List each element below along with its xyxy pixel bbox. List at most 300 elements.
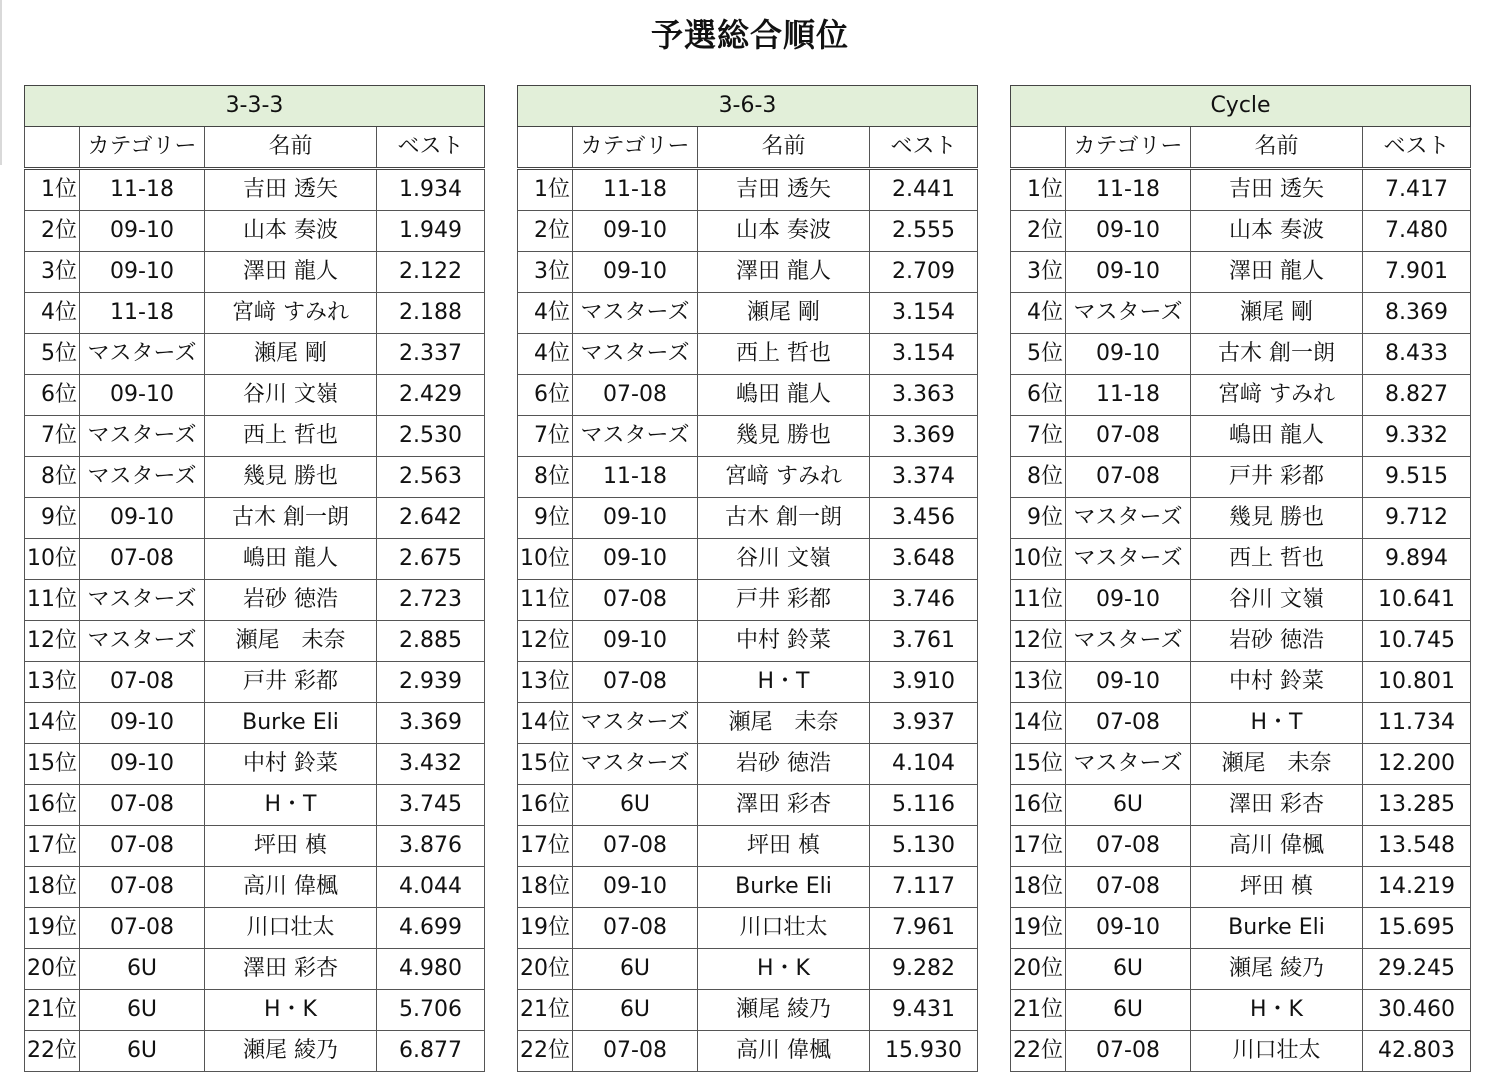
cat-cell: 09-10 bbox=[1066, 908, 1191, 949]
best-cell: 4.699 bbox=[377, 908, 485, 949]
name-cell: 澤田 彩杏 bbox=[205, 949, 377, 990]
name-cell: 岩砂 徳浩 bbox=[698, 744, 870, 785]
cat-cell: 07-08 bbox=[573, 580, 698, 621]
cat-cell: 07-08 bbox=[573, 908, 698, 949]
table-row bbox=[25, 334, 485, 375]
table-row bbox=[518, 539, 978, 580]
rank-cell: 6位 bbox=[1011, 375, 1066, 416]
best-cell: 3.369 bbox=[377, 703, 485, 744]
cat-cell: 6U bbox=[573, 949, 698, 990]
best-cell: 11.734 bbox=[1363, 703, 1471, 744]
best-cell: 9.332 bbox=[1363, 416, 1471, 457]
rank-cell: 15位 bbox=[25, 744, 80, 785]
ranking-table-3-6-3 bbox=[517, 85, 978, 1072]
cat-cell: マスターズ bbox=[573, 416, 698, 457]
name-cell: 幾見 勝也 bbox=[698, 416, 870, 457]
name-cell: 瀬尾 綾乃 bbox=[698, 990, 870, 1031]
table-row bbox=[25, 662, 485, 703]
table-row bbox=[25, 252, 485, 293]
best-cell: 3.761 bbox=[870, 621, 978, 662]
rank-cell: 4位 bbox=[1011, 293, 1066, 334]
name-cell: 中村 鈴菜 bbox=[1191, 662, 1363, 703]
table-row bbox=[1011, 169, 1471, 211]
table-row bbox=[1011, 949, 1471, 990]
name-cell: 幾見 勝也 bbox=[1191, 498, 1363, 539]
rank-cell: 11位 bbox=[518, 580, 573, 621]
rank-cell: 21位 bbox=[1011, 990, 1066, 1031]
table-row bbox=[518, 457, 978, 498]
rank-cell: 9位 bbox=[518, 498, 573, 539]
name-cell: 宮﨑 すみれ bbox=[1191, 375, 1363, 416]
rank-cell: 10位 bbox=[25, 539, 80, 580]
rank-cell: 22位 bbox=[518, 1031, 573, 1072]
name-cell: 高川 偉楓 bbox=[1191, 826, 1363, 867]
table-row bbox=[1011, 662, 1471, 703]
table-row bbox=[25, 1031, 485, 1072]
name-cell: 瀬尾 綾乃 bbox=[205, 1031, 377, 1072]
cat-cell: マスターズ bbox=[1066, 498, 1191, 539]
cat-cell: 07-08 bbox=[1066, 416, 1191, 457]
best-cell: 2.885 bbox=[377, 621, 485, 662]
best-cell: 2.939 bbox=[377, 662, 485, 703]
cat-cell: マスターズ bbox=[573, 703, 698, 744]
best-cell: 14.219 bbox=[1363, 867, 1471, 908]
rank-cell: 21位 bbox=[518, 990, 573, 1031]
best-cell: 9.515 bbox=[1363, 457, 1471, 498]
cat-cell: マスターズ bbox=[80, 416, 205, 457]
cat-cell: 09-10 bbox=[573, 621, 698, 662]
rank-cell: 8位 bbox=[25, 457, 80, 498]
best-cell: 3.369 bbox=[870, 416, 978, 457]
best-cell: 10.801 bbox=[1363, 662, 1471, 703]
cat-cell: 6U bbox=[1066, 785, 1191, 826]
cat-cell: 07-08 bbox=[1066, 867, 1191, 908]
best-cell: 13.285 bbox=[1363, 785, 1471, 826]
cat-cell: 07-08 bbox=[1066, 1031, 1191, 1072]
best-cell: 2.563 bbox=[377, 457, 485, 498]
rank-cell: 15位 bbox=[518, 744, 573, 785]
best-cell: 5.130 bbox=[870, 826, 978, 867]
rank-cell: 3位 bbox=[1011, 252, 1066, 293]
table-row bbox=[25, 580, 485, 621]
rank-cell: 4位 bbox=[25, 293, 80, 334]
best-cell: 3.363 bbox=[870, 375, 978, 416]
table-row bbox=[1011, 826, 1471, 867]
table-row bbox=[518, 580, 978, 621]
rank-cell: 1位 bbox=[25, 169, 80, 211]
best-cell: 7.901 bbox=[1363, 252, 1471, 293]
cat-cell: 09-10 bbox=[1066, 211, 1191, 252]
best-cell: 2.642 bbox=[377, 498, 485, 539]
cat-cell: 09-10 bbox=[80, 252, 205, 293]
event-title: Cycle bbox=[1011, 86, 1471, 127]
name-cell: 瀬尾 未奈 bbox=[1191, 744, 1363, 785]
rank-cell: 18位 bbox=[518, 867, 573, 908]
rank-cell: 8位 bbox=[1011, 457, 1066, 498]
best-cell: 2.441 bbox=[870, 169, 978, 211]
name-header: 名前 bbox=[698, 127, 870, 169]
name-cell: H・K bbox=[698, 949, 870, 990]
rank-header bbox=[25, 127, 80, 169]
best-cell: 3.432 bbox=[377, 744, 485, 785]
name-cell: Burke Eli bbox=[698, 867, 870, 908]
table-row bbox=[1011, 252, 1471, 293]
best-cell: 3.154 bbox=[870, 293, 978, 334]
ranking-table-cycle bbox=[1010, 85, 1471, 1072]
cat-cell: マスターズ bbox=[80, 334, 205, 375]
rank-cell: 2位 bbox=[1011, 211, 1066, 252]
rank-cell: 14位 bbox=[518, 703, 573, 744]
rank-cell: 19位 bbox=[1011, 908, 1066, 949]
cat-cell: 11-18 bbox=[1066, 375, 1191, 416]
table-row bbox=[518, 949, 978, 990]
rank-cell: 17位 bbox=[25, 826, 80, 867]
cat-cell: 09-10 bbox=[573, 498, 698, 539]
table-row bbox=[25, 293, 485, 334]
table-row bbox=[25, 908, 485, 949]
name-cell: 谷川 文嶺 bbox=[1191, 580, 1363, 621]
best-cell: 2.530 bbox=[377, 416, 485, 457]
rank-cell: 5位 bbox=[1011, 334, 1066, 375]
rank-cell: 7位 bbox=[1011, 416, 1066, 457]
table-row bbox=[518, 1031, 978, 1072]
rank-cell: 4位 bbox=[518, 334, 573, 375]
rank-cell: 14位 bbox=[1011, 703, 1066, 744]
cat-cell: 09-10 bbox=[80, 703, 205, 744]
cat-cell: 07-08 bbox=[80, 785, 205, 826]
name-cell: 吉田 透矢 bbox=[205, 169, 377, 211]
table-row bbox=[1011, 334, 1471, 375]
rank-cell: 2位 bbox=[518, 211, 573, 252]
table-row bbox=[1011, 293, 1471, 334]
rank-cell: 12位 bbox=[1011, 621, 1066, 662]
best-cell: 3.374 bbox=[870, 457, 978, 498]
cat-cell: 07-08 bbox=[1066, 826, 1191, 867]
best-cell: 3.746 bbox=[870, 580, 978, 621]
rank-cell: 16位 bbox=[1011, 785, 1066, 826]
table-row bbox=[518, 252, 978, 293]
cat-cell: マスターズ bbox=[1066, 539, 1191, 580]
cat-cell: マスターズ bbox=[80, 457, 205, 498]
cat-cell: 09-10 bbox=[1066, 252, 1191, 293]
name-cell: 幾見 勝也 bbox=[205, 457, 377, 498]
name-cell: 古木 創一朗 bbox=[1191, 334, 1363, 375]
name-cell: 戸井 彩都 bbox=[205, 662, 377, 703]
event-title: 3-6-3 bbox=[518, 86, 978, 127]
table-row bbox=[1011, 539, 1471, 580]
table-row bbox=[518, 498, 978, 539]
rank-cell: 7位 bbox=[518, 416, 573, 457]
table-row bbox=[1011, 621, 1471, 662]
rank-cell: 1位 bbox=[1011, 169, 1066, 211]
rank-cell: 9位 bbox=[25, 498, 80, 539]
cat-cell: マスターズ bbox=[573, 744, 698, 785]
table-row bbox=[25, 949, 485, 990]
best-cell: 1.934 bbox=[377, 169, 485, 211]
name-header: 名前 bbox=[1191, 127, 1363, 169]
best-cell: 13.548 bbox=[1363, 826, 1471, 867]
rank-cell: 3位 bbox=[25, 252, 80, 293]
table-row bbox=[518, 908, 978, 949]
cat-cell: 6U bbox=[573, 990, 698, 1031]
cat-cell: 09-10 bbox=[573, 539, 698, 580]
table-row bbox=[25, 826, 485, 867]
best-cell: 9.712 bbox=[1363, 498, 1471, 539]
rank-cell: 11位 bbox=[25, 580, 80, 621]
name-cell: 山本 奏波 bbox=[205, 211, 377, 252]
table-row bbox=[1011, 375, 1471, 416]
rank-cell: 6位 bbox=[25, 375, 80, 416]
table-row bbox=[518, 375, 978, 416]
rank-cell: 17位 bbox=[518, 826, 573, 867]
best-cell: 2.429 bbox=[377, 375, 485, 416]
name-cell: 澤田 龍人 bbox=[698, 252, 870, 293]
table-row bbox=[25, 990, 485, 1031]
table-row bbox=[518, 621, 978, 662]
cat-cell: 07-08 bbox=[573, 826, 698, 867]
cat-cell: マスターズ bbox=[80, 621, 205, 662]
table-row bbox=[518, 416, 978, 457]
rank-cell: 10位 bbox=[1011, 539, 1066, 580]
cat-cell: 07-08 bbox=[573, 662, 698, 703]
name-cell: 宮﨑 すみれ bbox=[698, 457, 870, 498]
table-row bbox=[518, 990, 978, 1031]
best-cell: 5.116 bbox=[870, 785, 978, 826]
rank-cell: 1位 bbox=[518, 169, 573, 211]
name-cell: 吉田 透矢 bbox=[698, 169, 870, 211]
best-cell: 7.117 bbox=[870, 867, 978, 908]
name-cell: 谷川 文嶺 bbox=[205, 375, 377, 416]
best-cell: 30.460 bbox=[1363, 990, 1471, 1031]
best-cell: 2.337 bbox=[377, 334, 485, 375]
name-cell: H・T bbox=[698, 662, 870, 703]
table-row bbox=[1011, 908, 1471, 949]
table-row bbox=[1011, 211, 1471, 252]
name-cell: 坪田 槙 bbox=[205, 826, 377, 867]
cat-cell: 07-08 bbox=[80, 826, 205, 867]
category-header: カテゴリー bbox=[1066, 127, 1191, 169]
best-cell: 9.894 bbox=[1363, 539, 1471, 580]
rank-cell: 12位 bbox=[518, 621, 573, 662]
best-cell: 7.417 bbox=[1363, 169, 1471, 211]
rank-cell: 13位 bbox=[518, 662, 573, 703]
name-cell: 瀬尾 未奈 bbox=[698, 703, 870, 744]
best-cell: 9.282 bbox=[870, 949, 978, 990]
rank-cell: 17位 bbox=[1011, 826, 1066, 867]
table-row bbox=[1011, 990, 1471, 1031]
cat-cell: 09-10 bbox=[1066, 334, 1191, 375]
best-cell: 10.745 bbox=[1363, 621, 1471, 662]
rank-cell: 14位 bbox=[25, 703, 80, 744]
cat-cell: 07-08 bbox=[80, 662, 205, 703]
cat-cell: 07-08 bbox=[80, 908, 205, 949]
rank-cell: 21位 bbox=[25, 990, 80, 1031]
rank-header bbox=[1011, 127, 1066, 169]
table-row bbox=[25, 867, 485, 908]
name-cell: H・K bbox=[1191, 990, 1363, 1031]
cat-cell: 07-08 bbox=[573, 375, 698, 416]
name-cell: 坪田 槙 bbox=[1191, 867, 1363, 908]
category-header: カテゴリー bbox=[573, 127, 698, 169]
best-cell: 10.641 bbox=[1363, 580, 1471, 621]
cat-cell: マスターズ bbox=[573, 334, 698, 375]
cat-cell: マスターズ bbox=[573, 293, 698, 334]
cat-cell: 6U bbox=[80, 1031, 205, 1072]
rank-cell: 22位 bbox=[25, 1031, 80, 1072]
cat-cell: マスターズ bbox=[1066, 293, 1191, 334]
name-cell: 西上 哲也 bbox=[205, 416, 377, 457]
cat-cell: 07-08 bbox=[80, 867, 205, 908]
best-cell: 3.648 bbox=[870, 539, 978, 580]
cat-cell: 09-10 bbox=[80, 375, 205, 416]
rank-cell: 19位 bbox=[25, 908, 80, 949]
name-cell: 戸井 彩都 bbox=[1191, 457, 1363, 498]
name-cell: 嶋田 龍人 bbox=[205, 539, 377, 580]
name-cell: H・K bbox=[205, 990, 377, 1031]
name-cell: 西上 哲也 bbox=[698, 334, 870, 375]
name-cell: 川口壮太 bbox=[1191, 1031, 1363, 1072]
best-cell: 2.709 bbox=[870, 252, 978, 293]
table-row bbox=[518, 211, 978, 252]
best-cell: 3.745 bbox=[377, 785, 485, 826]
best-cell: 6.877 bbox=[377, 1031, 485, 1072]
name-cell: 高川 偉楓 bbox=[205, 867, 377, 908]
rank-cell: 22位 bbox=[1011, 1031, 1066, 1072]
name-cell: 山本 奏波 bbox=[1191, 211, 1363, 252]
name-cell: H・T bbox=[205, 785, 377, 826]
best-cell: 3.910 bbox=[870, 662, 978, 703]
cat-cell: 07-08 bbox=[1066, 703, 1191, 744]
name-cell: 澤田 彩杏 bbox=[698, 785, 870, 826]
table-row bbox=[518, 703, 978, 744]
name-cell: 澤田 龍人 bbox=[205, 252, 377, 293]
name-cell: 高川 偉楓 bbox=[698, 1031, 870, 1072]
name-cell: 戸井 彩都 bbox=[698, 580, 870, 621]
cat-cell: 07-08 bbox=[573, 1031, 698, 1072]
table-row bbox=[25, 169, 485, 211]
name-cell: 瀬尾 剛 bbox=[205, 334, 377, 375]
name-cell: 山本 奏波 bbox=[698, 211, 870, 252]
name-cell: 川口壮太 bbox=[698, 908, 870, 949]
rank-cell: 15位 bbox=[1011, 744, 1066, 785]
rank-cell: 19位 bbox=[518, 908, 573, 949]
cat-cell: マスターズ bbox=[80, 580, 205, 621]
best-cell: 29.245 bbox=[1363, 949, 1471, 990]
best-cell: 4.044 bbox=[377, 867, 485, 908]
cat-cell: 11-18 bbox=[80, 293, 205, 334]
event-title: 3-3-3 bbox=[25, 86, 485, 127]
table-row bbox=[25, 703, 485, 744]
rank-cell: 9位 bbox=[1011, 498, 1066, 539]
best-header: ベスト bbox=[1363, 127, 1471, 169]
cat-cell: 09-10 bbox=[1066, 662, 1191, 703]
rank-cell: 2位 bbox=[25, 211, 80, 252]
name-cell: 瀬尾 綾乃 bbox=[1191, 949, 1363, 990]
name-cell: 嶋田 龍人 bbox=[1191, 416, 1363, 457]
name-cell: 西上 哲也 bbox=[1191, 539, 1363, 580]
table-row bbox=[518, 293, 978, 334]
table-row bbox=[1011, 1031, 1471, 1072]
best-cell: 1.949 bbox=[377, 211, 485, 252]
best-cell: 2.122 bbox=[377, 252, 485, 293]
table-row bbox=[518, 169, 978, 211]
cat-cell: 09-10 bbox=[80, 211, 205, 252]
table-row bbox=[25, 621, 485, 662]
name-header: 名前 bbox=[205, 127, 377, 169]
cat-cell: 09-10 bbox=[80, 744, 205, 785]
cat-cell: 09-10 bbox=[573, 211, 698, 252]
best-cell: 42.803 bbox=[1363, 1031, 1471, 1072]
rank-cell: 20位 bbox=[518, 949, 573, 990]
table-row bbox=[25, 785, 485, 826]
rank-cell: 4位 bbox=[518, 293, 573, 334]
best-header: ベスト bbox=[377, 127, 485, 169]
name-cell: 吉田 透矢 bbox=[1191, 169, 1363, 211]
rank-header bbox=[518, 127, 573, 169]
best-cell: 7.480 bbox=[1363, 211, 1471, 252]
table-row bbox=[1011, 416, 1471, 457]
table-row bbox=[25, 539, 485, 580]
best-cell: 3.876 bbox=[377, 826, 485, 867]
rank-cell: 3位 bbox=[518, 252, 573, 293]
rank-cell: 18位 bbox=[25, 867, 80, 908]
table-row bbox=[518, 785, 978, 826]
rank-cell: 20位 bbox=[1011, 949, 1066, 990]
best-header: ベスト bbox=[870, 127, 978, 169]
cat-cell: 6U bbox=[1066, 949, 1191, 990]
category-header: カテゴリー bbox=[80, 127, 205, 169]
name-cell: 岩砂 徳浩 bbox=[205, 580, 377, 621]
cat-cell: 07-08 bbox=[1066, 457, 1191, 498]
name-cell: 瀬尾 剛 bbox=[1191, 293, 1363, 334]
name-cell: 瀬尾 未奈 bbox=[205, 621, 377, 662]
rank-cell: 13位 bbox=[25, 662, 80, 703]
rank-cell: 18位 bbox=[1011, 867, 1066, 908]
best-cell: 9.431 bbox=[870, 990, 978, 1031]
table-row bbox=[25, 498, 485, 539]
table-row bbox=[1011, 580, 1471, 621]
cat-cell: 09-10 bbox=[573, 867, 698, 908]
name-cell: 中村 鈴菜 bbox=[205, 744, 377, 785]
name-cell: H・T bbox=[1191, 703, 1363, 744]
name-cell: 宮﨑 すみれ bbox=[205, 293, 377, 334]
table-row bbox=[25, 744, 485, 785]
best-cell: 3.154 bbox=[870, 334, 978, 375]
page-title: 予選総合順位 bbox=[650, 16, 849, 54]
name-cell: 中村 鈴菜 bbox=[698, 621, 870, 662]
cat-cell: 09-10 bbox=[80, 498, 205, 539]
table-row bbox=[25, 457, 485, 498]
rank-cell: 6位 bbox=[518, 375, 573, 416]
table-row bbox=[1011, 498, 1471, 539]
cat-cell: 11-18 bbox=[573, 457, 698, 498]
table-row bbox=[1011, 744, 1471, 785]
cat-cell: 6U bbox=[1066, 990, 1191, 1031]
table-row bbox=[518, 744, 978, 785]
name-cell: Burke Eli bbox=[205, 703, 377, 744]
cat-cell: マスターズ bbox=[1066, 621, 1191, 662]
best-cell: 2.723 bbox=[377, 580, 485, 621]
best-cell: 3.937 bbox=[870, 703, 978, 744]
rank-cell: 16位 bbox=[518, 785, 573, 826]
best-cell: 4.980 bbox=[377, 949, 485, 990]
rank-cell: 8位 bbox=[518, 457, 573, 498]
best-cell: 4.104 bbox=[870, 744, 978, 785]
best-cell: 2.555 bbox=[870, 211, 978, 252]
name-cell: 瀬尾 剛 bbox=[698, 293, 870, 334]
cat-cell: マスターズ bbox=[1066, 744, 1191, 785]
rank-cell: 5位 bbox=[25, 334, 80, 375]
